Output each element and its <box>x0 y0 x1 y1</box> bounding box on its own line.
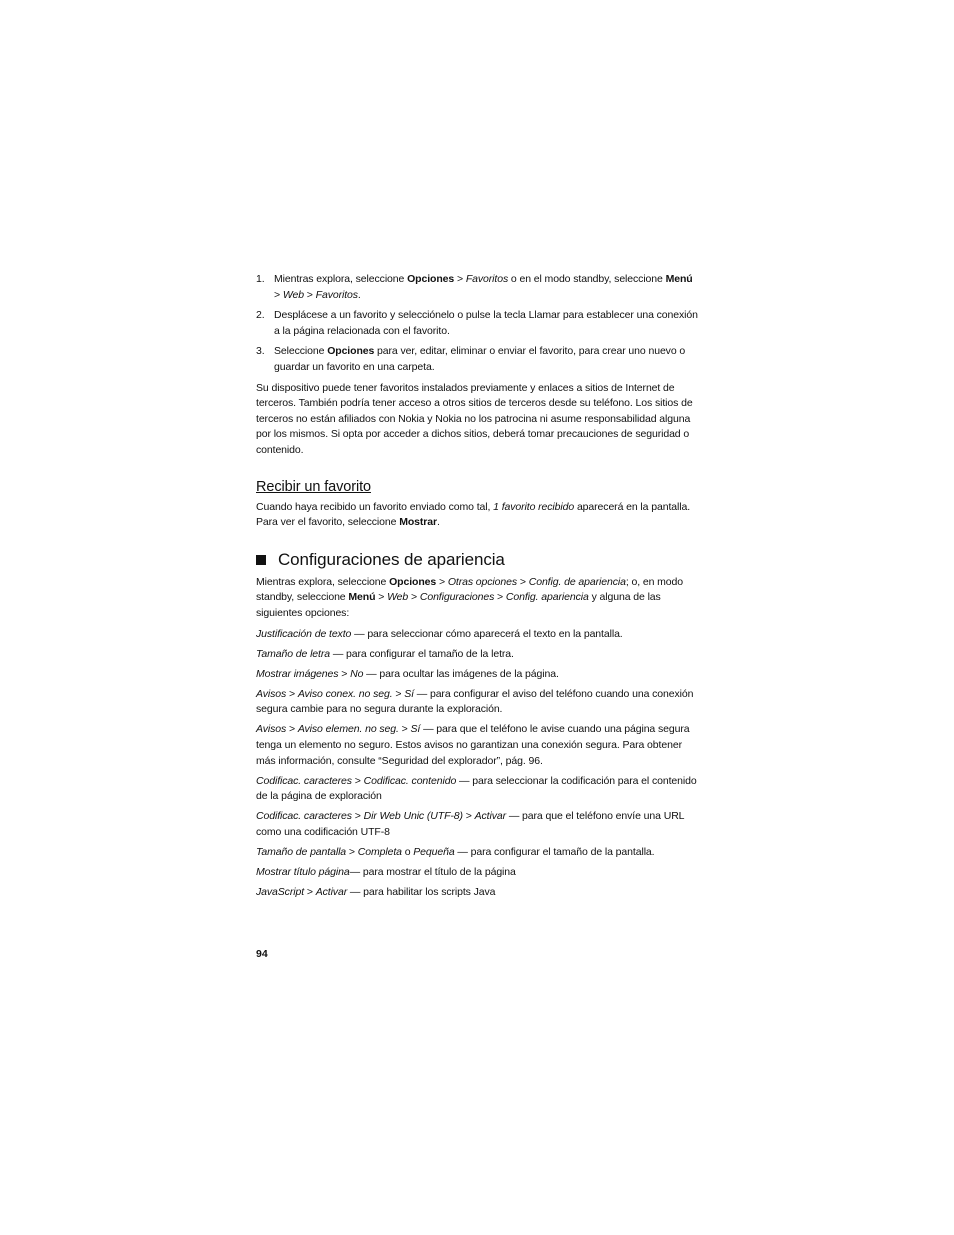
step-item <box>256 272 700 303</box>
option-screen-size <box>256 845 700 861</box>
italic-term: Otras opciones <box>447 575 518 588</box>
appearance-intro <box>256 575 700 622</box>
text-run: > <box>408 591 420 604</box>
step-text <box>274 273 693 301</box>
italic-term: Aviso elemen. no seg. <box>297 723 399 736</box>
section-bullet-icon <box>256 555 266 565</box>
bold-term: Opciones <box>327 345 375 358</box>
italic-term: Mostrar imágenes <box>256 667 339 680</box>
italic-term: Sí <box>404 687 414 700</box>
text-run: o <box>401 846 414 859</box>
italic-term: Config. de apariencia <box>528 575 626 588</box>
option-text-justification <box>256 627 700 643</box>
italic-term: Configuraciones <box>419 591 495 604</box>
italic-term: Favoritos <box>315 288 358 301</box>
page-content <box>256 272 700 905</box>
italic-term: Favoritos <box>465 273 509 285</box>
italic-term: Justificación de texto <box>256 627 352 640</box>
option-utf8-url <box>256 809 700 840</box>
text-run: > <box>274 288 283 301</box>
italic-term: Completa <box>357 846 402 859</box>
text-run: > <box>351 810 364 823</box>
text-run: > <box>303 288 316 301</box>
text-run: — para mostrar el título de la página <box>349 866 516 879</box>
italic-term: 1 favorito recibido <box>493 500 575 513</box>
steps-list <box>256 272 700 376</box>
text-run: — para que el teléfono le avise cuando una página segura tenga un elemento no seguro. Estos avisos no garantizan una conexión segura. Para obtener más información, consulte “Seguridad del explorador”, pág. 96. <box>256 723 690 767</box>
italic-term: No <box>350 667 364 680</box>
option-show-images <box>256 667 700 683</box>
text-run: . <box>437 516 440 529</box>
text-run: o en el modo standby, seleccione <box>508 273 666 285</box>
italic-term: Pequeña <box>413 846 455 859</box>
option-insecure-item-alert <box>256 722 700 769</box>
bold-term: Menú <box>665 273 693 285</box>
text-run: — para habilitar los scripts Java <box>347 886 496 899</box>
text-run: > <box>454 273 466 285</box>
step-number: 2. <box>256 309 265 322</box>
option-show-page-title <box>256 865 700 881</box>
text-run: > <box>286 723 298 736</box>
appearance-heading-text: Configuraciones de apariencia <box>278 549 505 569</box>
italic-term: Tamaño de pantalla <box>256 846 347 859</box>
text-run: > <box>517 575 529 588</box>
italic-term: JavaScript <box>256 886 305 899</box>
text-run: — para configurar el aviso del teléfono cuando una conexión segura cambie para no segura durante la exploración. <box>256 687 694 716</box>
italic-term: Sí <box>410 723 421 736</box>
italic-term: Mostrar título página <box>256 866 350 879</box>
bold-term: Opciones <box>389 575 437 588</box>
text-run: — para configurar el tamaño de la pantalla. <box>454 846 655 859</box>
option-javascript <box>256 885 700 901</box>
bold-term: Mostrar <box>399 516 438 529</box>
step-number: 3. <box>256 345 265 358</box>
text-run: para ver, editar, eliminar o enviar el favorito, para crear uno nuevo o guardar un favorito en una carpeta. <box>274 345 686 373</box>
text-run: > <box>346 846 358 859</box>
text-run: Cuando haya recibido un favorito enviado como tal, <box>256 500 494 513</box>
receive-favorite-heading: Recibir un favorito <box>256 478 371 495</box>
italic-term: Activar <box>474 810 506 823</box>
step-text <box>274 309 698 337</box>
text-run: Desplácese a un favorito y selecciónelo o pulse la tecla Llamar para establecer una conexión a la página relacionada con el favorito. <box>274 309 698 337</box>
page-number: 94 <box>256 948 268 960</box>
text-run: > <box>436 575 448 588</box>
italic-term: Codificac. contenido <box>363 774 457 787</box>
text-run: ; o, en modo standby, seleccione <box>256 575 684 604</box>
bold-term: Menú <box>348 591 376 604</box>
appearance-section-heading <box>256 549 700 571</box>
text-run: Mientras explora, seleccione <box>256 575 390 588</box>
text-run: Mientras explora, seleccione <box>274 273 408 285</box>
text-run: — para seleccionar cómo aparecerá el texto en la pantalla. <box>351 627 623 640</box>
italic-term: Codificac. caracteres <box>256 810 352 823</box>
third-party-disclaimer: Su dispositivo puede tener favoritos instalados previamente y enlaces a sitios de Internet de terceros. También podría tener acceso a otros sitios de terceros desde su teléfono. Los sitios de terceros no están afiliados con Nokia y Nokia no los patrocina ni asume responsabilidad alguna por los mismos. Si opta por acceder a dichos sitios, deberá tomar precauciones de seguridad o contenido. <box>256 381 693 456</box>
text-run: — para configurar el tamaño de la letra. <box>330 647 514 660</box>
text-run: aparecerá en la pantalla. Para ver el favorito, seleccione <box>256 500 691 529</box>
text-run: > <box>398 723 411 736</box>
step-number: 1. <box>256 273 265 285</box>
italic-term: Web <box>282 288 304 301</box>
text-run: > <box>286 687 298 700</box>
text-run: > <box>462 810 475 823</box>
text-run: > <box>375 591 388 604</box>
text-run: > <box>338 667 351 680</box>
step-item <box>256 344 700 375</box>
text-run: > <box>392 687 405 700</box>
option-font-size <box>256 647 700 663</box>
text-run: > <box>304 886 316 899</box>
italic-term: Config. apariencia <box>505 591 589 604</box>
italic-term: Avisos <box>256 687 287 700</box>
italic-term: Dir Web Unic (UTF-8) <box>363 810 463 823</box>
text-run: . <box>357 288 361 301</box>
text-run: — para seleccionar la codificación para el contenido de la página de exploración <box>256 774 697 803</box>
text-run: y alguna de las siguientes opciones: <box>256 591 661 619</box>
text-run: > <box>351 774 364 787</box>
italic-term: Avisos <box>256 723 287 736</box>
text-run: Seleccione <box>274 345 328 358</box>
step-item <box>256 308 700 339</box>
option-insecure-connection-alert <box>256 687 700 718</box>
bold-term: Opciones <box>407 273 455 285</box>
text-run: — para ocultar las imágenes de la página. <box>363 667 559 680</box>
italic-term: Tamaño de letra <box>256 647 330 660</box>
italic-term: Aviso conex. no seg. <box>297 687 393 700</box>
italic-term: Activar <box>315 886 348 899</box>
step-text <box>274 345 685 373</box>
text-run: — para que el teléfono envíe una URL como una codificación UTF-8 <box>256 810 685 839</box>
appearance-options <box>256 627 700 901</box>
italic-term: Codificac. caracteres <box>256 774 352 787</box>
receive-favorite-text <box>256 500 700 531</box>
italic-term: Web <box>387 591 409 604</box>
option-content-encoding <box>256 774 700 805</box>
text-run: > <box>494 591 506 604</box>
